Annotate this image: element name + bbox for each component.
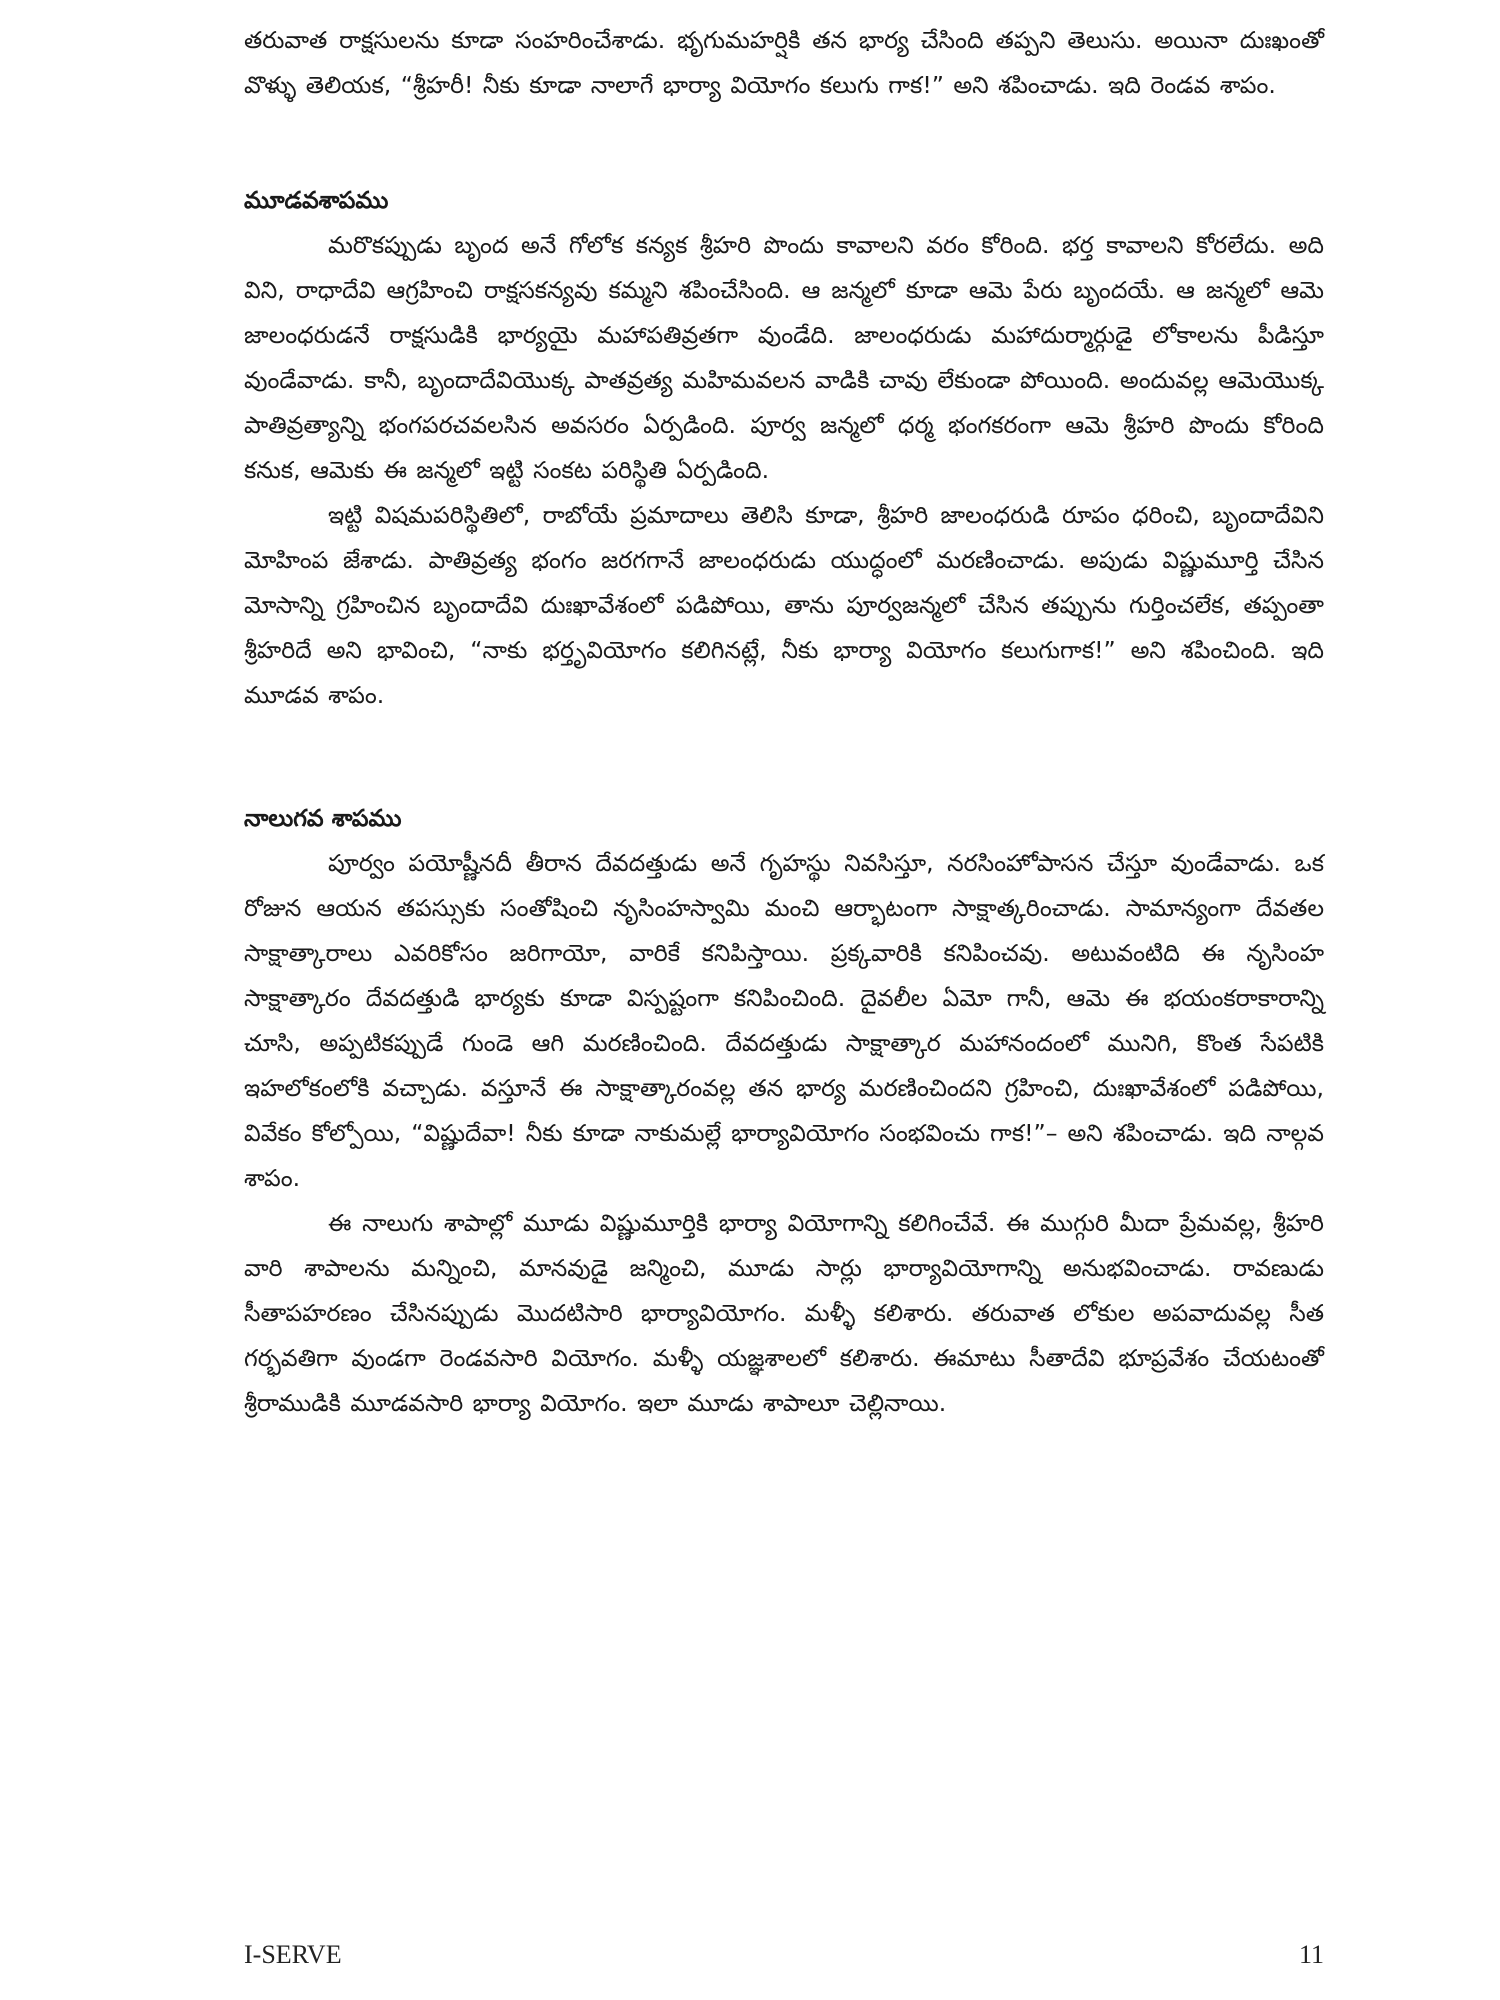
section-spacer — [244, 108, 1324, 178]
section-spacer — [244, 718, 1324, 796]
paragraph-second-curse: తరువాత రాక్షసులను కూడా సంహరించేశాడు. భృగుమహర్షికి తన భార్య చేసింది తప్పని తెలుసు. అయినా దుఃఖంతో వొళ్ళు తెలియక, “శ్రీహరీ! నీకు కూడా నాలాగే భార్యా వియోగం కలుగు గాక!” అని శపించాడు. ఇది రెండవ శాపం. — [244, 26, 1324, 99]
heading-third-curse: మూడవశాపము — [244, 186, 389, 214]
heading-fourth-curse: నాలుగవ శాపము — [244, 804, 402, 832]
body-text — [244, 18, 1324, 1426]
paragraph-fourth-curse: పూర్వం పయోష్ణీనదీ తీరాన దేవదత్తుడు అనే గృహస్థు నివసిస్తూ, నరసింహోపాసన చేస్తూ వుండేవాడు. ఒక రోజున ఆయన తపస్సుకు సంతోషించి నృసింహస్వామి మంచి ఆర్భాటంగా సాక్షాత్కరించాడు. సామాన్యంగా దేవతల సాక్షాత్కారాలు ఎవరికోసం జరిగాయో, వారికే కనిపిస్తాయి. ప్రక్కవారికి కనిపించవు. అటువంటిది ఈ నృసింహ సాక్షాత్కారం దేవదత్తుడి భార్యకు కూడా విస్పష్టంగా కనిపించింది. దైవలీల ఏమో గానీ, ఆమె ఈ భయంకరాకారాన్ని చూసి, అప్పటికప్పుడే గుండె ఆగి మరణించింది. దేవదత్తుడు సాక్షాత్కార మహానందంలో మునిగి, కొంత సేపటికి ఇహలోకంలోకి వచ్చాడు. వస్తూనే ఈ సాక్షాత్కారంవల్ల తన భార్య మరణించిందని గ్రహించి, దుఃఖావేశంలో పడిపోయి, వివేకం కోల్పోయి, “విష్ణుదేవా! నీకు కూడా నాకుమల్లే భార్యావియోగం సంభవించు గాక!”– అని శపించాడు. ఇది నాల్గవ శాపం. — [244, 849, 1324, 1192]
page-number: 11 — [1298, 1940, 1324, 1969]
paragraph-brinda-story: మరొకప్పుడు బృంద అనే గోలోక కన్యక శ్రీహరి పొందు కావాలని వరం కోరింది. భర్త కావాలని కోరలేదు. అది విని, రాధాదేవి ఆగ్రహించి రాక్షసకన్యవు కమ్మని శపించేసింది. ఆ జన్మలో కూడా ఆమె పేరు బృందయే. ఆ జన్మలో ఆమె జాలంధరుడనే రాక్షసుడికి భార్యయై మహాపతివ్రతగా వుండేది. జాలంధరుడు మహాదుర్మార్గుడై లోకాలను పీడిస్తూ వుండేవాడు. కానీ, బృందాదేవియొక్క పాతవ్రత్య మహిమవలన వాడికి చావు లేకుండా పోయింది. అందువల్ల ఆమెయొక్క పాతివ్రత్యాన్ని భంగపరచవలసిన అవసరం ఏర్పడింది. పూర్వ జన్మలో ధర్మ భంగకరంగా ఆమె శ్రీహరి పొందు కోరింది కనుక, ఆమెకు ఈ జన్మలో ఇట్టి సంకట పరిస్థితి ఏర్పడింది. — [244, 231, 1324, 484]
paragraph-third-curse: ఇట్టి విషమపరిస్థితిలో, రాబోయే ప్రమాదాలు తెలిసి కూడా, శ్రీహరి జాలంధరుడి రూపం ధరించి, బృందాదేవిని మోహింప జేశాడు. పాతివ్రత్య భంగం జరగగానే జాలంధరుడు యుద్ధంలో మరణించాడు. అపుడు విష్ణుమూర్తి చేసిన మోసాన్ని గ్రహించిన బృందాదేవి దుఃఖావేశంలో పడిపోయి, తాను పూర్వజన్మలో చేసిన తప్పును గుర్తించలేక, తప్పంతా శ్రీహరిదే అని భావించి, “నాకు భర్తృవియోగం కలిగినట్లే, నీకు భార్యా వియోగం కలుగుగాక!” అని శపించింది. ఇది మూడవ శాపం. — [244, 501, 1324, 709]
footer-publication-name: I-SERVE — [244, 1940, 342, 1969]
page-footer — [244, 1940, 1324, 1970]
paragraph-conclusion: ఈ నాలుగు శాపాల్లో మూడు విష్ణుమూర్తికి భార్యా వియోగాన్ని కలిగించేవే. ఈ ముగ్గురి మీదా ప్రేమవల్ల, శ్రీహరి వారి శాపాలను మన్నించి, మానవుడై జన్మించి, మూడు సార్లు భార్యావియోగాన్ని అనుభవించాడు. రావణుడు సీతాపహరణం చేసినప్పుడు మొదటిసారి భార్యావియోగం. మళ్ళీ కలిశారు. తరువాత లోకుల అపవాదువల్ల సీత గర్భవతిగా వుండగా రెండవసారి వియోగం. మళ్ళీ యజ్ఞశాలలో కలిశారు. ఈమాటు సీతాదేవి భూప్రవేశం చేయటంతో శ్రీరాముడికి మూడవసారి భార్యా వియోగం. ఇలా మూడు శాపాలూ చెల్లినాయి. — [244, 1209, 1324, 1417]
